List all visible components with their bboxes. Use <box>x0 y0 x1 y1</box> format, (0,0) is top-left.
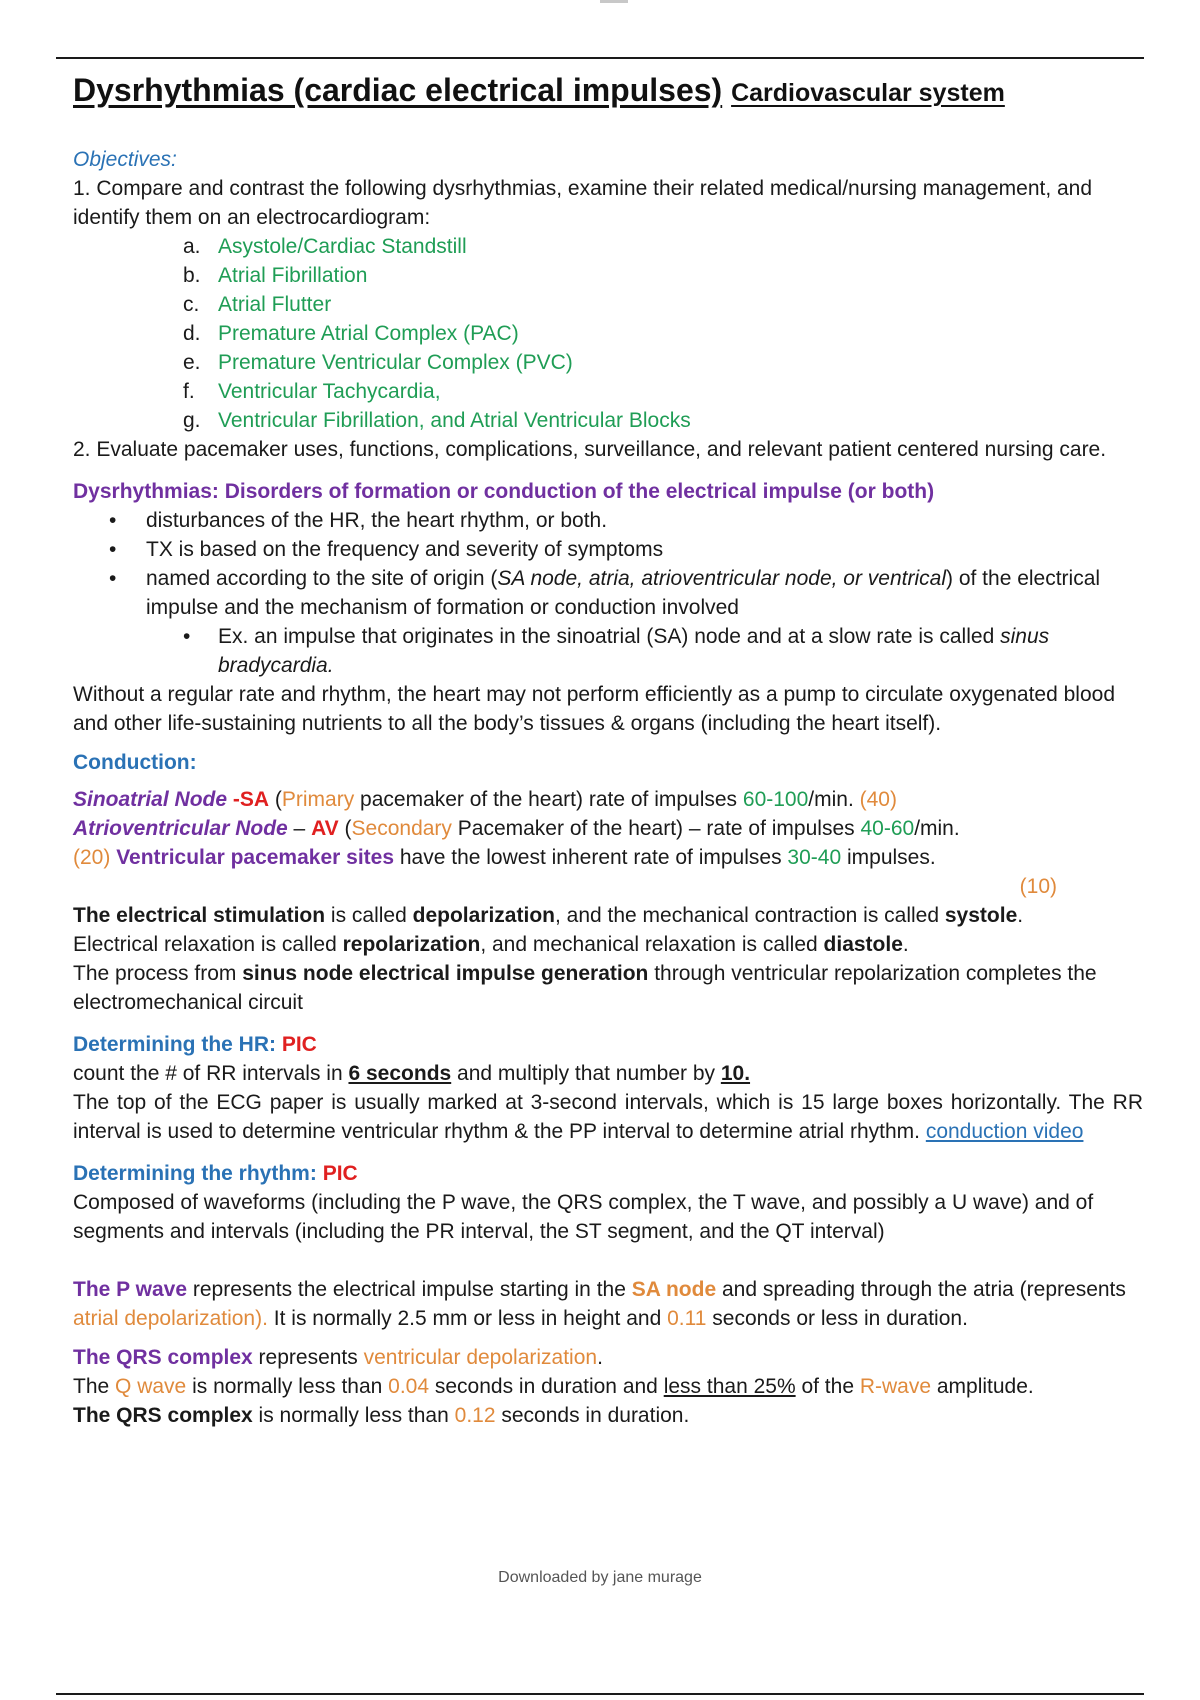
list-text: Atrial Flutter <box>218 293 332 316</box>
text: The <box>73 1375 116 1398</box>
text-underline: less than 25% <box>663 1375 796 1398</box>
text: seconds in duration. <box>495 1404 690 1427</box>
list-text: Asystole/Cardiac Standstill <box>218 235 467 258</box>
text: . <box>1017 904 1024 927</box>
av-rate: 40-60 <box>860 817 915 840</box>
dysrhythmias-paragraph: Without a regular rate and rhythm, the heart may not perform efficiently as a pump to circulate oxygenated blood and other life-sustaining nutrients to all the body’s tissues & organs (including the heart itself). <box>73 683 1116 735</box>
qrs-line-3 <box>73 1401 1143 1430</box>
list-item <box>73 232 1143 261</box>
sa-node-label: SA node <box>631 1278 717 1301</box>
download-footer: Downloaded by jane murage <box>498 1569 702 1586</box>
ventricular-line <box>73 843 1143 872</box>
electrical-line-3 <box>73 959 1143 1017</box>
text-bold: depolarization <box>412 904 555 927</box>
text: The top of the ECG paper is usually marked at 3-second intervals, which is 15 large boxes horizontally. The RR interval is used to determine ventricular rhythm & the PP interval to determine atrial rhythm. <box>73 1091 1143 1143</box>
qrs-duration: 0.12 <box>454 1404 496 1427</box>
list-item <box>73 261 1143 290</box>
text: Electrical relaxation is called <box>73 933 343 956</box>
bullet-text: ) of the electrical impulse and the mechanism of formation or conduction involved <box>146 567 1101 619</box>
text-bold: sinus node electrical impulse generation <box>242 962 649 985</box>
ventricular-rate: 30-40 <box>787 846 842 869</box>
text: count the # of RR intervals in <box>73 1062 349 1085</box>
dysrhythmias-bullets <box>73 506 1143 622</box>
title-main: Dysrhythmias (cardiac electrical impulses) <box>73 72 723 108</box>
electrical-line-2 <box>73 930 1143 959</box>
text: amplitude. <box>931 1375 1034 1398</box>
list-marker: b. <box>183 264 201 287</box>
list-marker: d. <box>183 322 201 345</box>
dysrhythmias-heading: Dysrhythmias: Disorders of formation or conduction of the electrical impulse (or both) <box>73 480 935 503</box>
r-wave-label: R-wave <box>859 1375 932 1398</box>
hr-pic-label: PIC <box>281 1033 317 1056</box>
list-item <box>73 290 1143 319</box>
text: /min. <box>914 817 960 840</box>
bullet-text: Ex. an impulse that originates in the sinoatrial (SA) node and at a slow rate is called <box>218 625 1001 648</box>
list-text: Ventricular Tachycardia, <box>218 380 441 403</box>
text: It is normally 2.5 mm or less in height and <box>267 1307 668 1330</box>
conduction-heading: Conduction: <box>73 751 197 774</box>
list-item <box>73 406 1143 435</box>
list-marker: a. <box>183 235 201 258</box>
av-node-name: Atrioventricular Node <box>73 817 288 840</box>
q-wave-label: Q wave <box>115 1375 187 1398</box>
bullet-item <box>73 564 1143 622</box>
text: /min. <box>808 788 854 811</box>
qrs-label: The QRS complex <box>73 1346 253 1369</box>
text-bold: repolarization <box>342 933 481 956</box>
text-bold-underline: 6 seconds <box>348 1062 452 1085</box>
list-item <box>73 377 1143 406</box>
bullet-dot: • <box>109 509 117 532</box>
conduction-video-link[interactable]: conduction video <box>925 1120 1084 1143</box>
bullet-item <box>73 535 1143 564</box>
page-title <box>73 68 1143 115</box>
sa-node-name: Sinoatrial Node <box>73 788 228 811</box>
bullet-item <box>73 506 1143 535</box>
p-wave-paragraph <box>73 1275 1143 1333</box>
dysrhythmia-list <box>73 232 1143 435</box>
bullet-text-italic: SA node, atria, atrioventricular node, or ventrical <box>497 567 946 590</box>
text: . <box>597 1346 603 1369</box>
list-text: Premature Atrial Complex (PAC) <box>218 322 519 345</box>
text-bold-underline: 10. <box>720 1062 751 1085</box>
av-node-abbr: AV <box>311 817 339 840</box>
text: , and mechanical relaxation is called <box>480 933 824 956</box>
hr-line-1 <box>73 1059 1143 1088</box>
list-marker: c. <box>183 293 200 316</box>
list-text: Ventricular Fibrillation, and Atrial Ventricular Blocks <box>218 409 691 432</box>
text: , and the mechanical contraction is called <box>554 904 945 927</box>
qrs-line-1 <box>73 1343 1143 1372</box>
text-bold: systole <box>944 904 1018 927</box>
bullet-text: TX is based on the frequency and severity of symptoms <box>146 538 664 561</box>
ventricular-depolarization-label: ventricular depolarization <box>363 1346 598 1369</box>
av-note: (20) <box>73 846 117 869</box>
text: is normally less than <box>186 1375 389 1398</box>
objective-1: 1. Compare and contrast the following dysrhythmias, examine their related medical/nursing management, and identify them on an electrocardiogram: <box>73 177 1093 229</box>
hr-heading-line <box>73 1030 1143 1059</box>
top-page-mark <box>600 0 628 3</box>
text: and spreading through the atria (represents <box>716 1278 1126 1301</box>
objectives-heading: Objectives: <box>73 148 177 171</box>
text: ( <box>338 817 352 840</box>
document-page <box>73 68 1143 1430</box>
text: – <box>287 817 312 840</box>
text: . <box>902 933 909 956</box>
list-item <box>73 348 1143 377</box>
electrical-line-1 <box>73 901 1143 930</box>
text: represents the electrical impulse starting in the <box>187 1278 632 1301</box>
dysrhythmias-sub-bullets <box>73 622 1143 680</box>
list-marker: e. <box>183 351 201 374</box>
secondary-label: Secondary <box>351 817 452 840</box>
bullet-text: named according to the site of origin ( <box>146 567 498 590</box>
atrial-depolarization-label: atrial depolarization). <box>73 1307 268 1330</box>
ventricular-note: (10) <box>1019 875 1057 898</box>
text: seconds in duration and <box>429 1375 664 1398</box>
sa-node-line <box>73 785 1143 814</box>
sa-rate: 60-100 <box>742 788 809 811</box>
text-bold: The QRS complex <box>73 1404 253 1427</box>
title-subtitle: Cardiovascular system <box>731 79 1005 107</box>
text: and multiply that number by <box>451 1062 721 1085</box>
p-wave-label: The P wave <box>73 1278 188 1301</box>
rhythm-paragraph: Composed of waveforms (including the P wave, the QRS complex, the T wave, and possibly a U wave) and of segments and intervals (including the PR interval, the ST segment, and the QT interval) <box>73 1191 1094 1243</box>
top-rule <box>56 57 1144 59</box>
bullet-text-italic: sinus bradycardia. <box>218 625 1050 677</box>
list-item <box>73 319 1143 348</box>
q-wave-duration: 0.04 <box>388 1375 430 1398</box>
bullet-dot: • <box>183 625 191 648</box>
objective-2: 2. Evaluate pacemaker uses, functions, complications, surveillance, and relevant patient centered nursing care. <box>73 438 1107 461</box>
text: is normally less than <box>252 1404 455 1427</box>
text: through ventricular repolarization completes the electromechanical circuit <box>73 962 1097 1014</box>
primary-label: Primary <box>281 788 355 811</box>
text: impulses. <box>841 846 936 869</box>
av-node-line <box>73 814 1143 843</box>
sa-node-abbr: -SA <box>227 788 270 811</box>
list-marker: g. <box>183 409 201 432</box>
bullet-item <box>73 622 1143 680</box>
bullet-text: disturbances of the HR, the heart rhythm, or both. <box>146 509 608 532</box>
text: pacemaker of the heart) rate of impulses <box>354 788 743 811</box>
text: of the <box>795 1375 860 1398</box>
rhythm-pic-label: PIC <box>322 1162 358 1185</box>
text: have the lowest inherent rate of impulses <box>394 846 788 869</box>
rhythm-heading: Determining the rhythm: <box>73 1162 323 1185</box>
text: represents <box>252 1346 364 1369</box>
text: ( <box>269 788 282 811</box>
bullet-dot: • <box>109 567 117 590</box>
bottom-rule <box>56 1693 1144 1695</box>
list-text: Atrial Fibrillation <box>218 264 368 287</box>
text: seconds or less in duration. <box>706 1307 968 1330</box>
qrs-line-2 <box>73 1372 1143 1401</box>
rhythm-heading-line <box>73 1159 1143 1188</box>
bullet-dot: • <box>109 538 117 561</box>
hr-paragraph <box>73 1088 1143 1146</box>
list-text: Premature Ventricular Complex (PVC) <box>218 351 573 374</box>
p-wave-duration: 0.11 <box>667 1307 707 1330</box>
text: The process from <box>73 962 243 985</box>
text: Pacemaker of the heart) – rate of impulses <box>451 817 861 840</box>
list-marker: f. <box>183 380 195 403</box>
ventricular-sites-name: Ventricular pacemaker sites <box>116 846 395 869</box>
hr-heading: Determining the HR: <box>73 1033 282 1056</box>
text-bold: The electrical stimulation <box>73 904 326 927</box>
text-bold: diastole <box>823 933 903 956</box>
sa-note: (40) <box>853 788 897 811</box>
text: is called <box>325 904 413 927</box>
